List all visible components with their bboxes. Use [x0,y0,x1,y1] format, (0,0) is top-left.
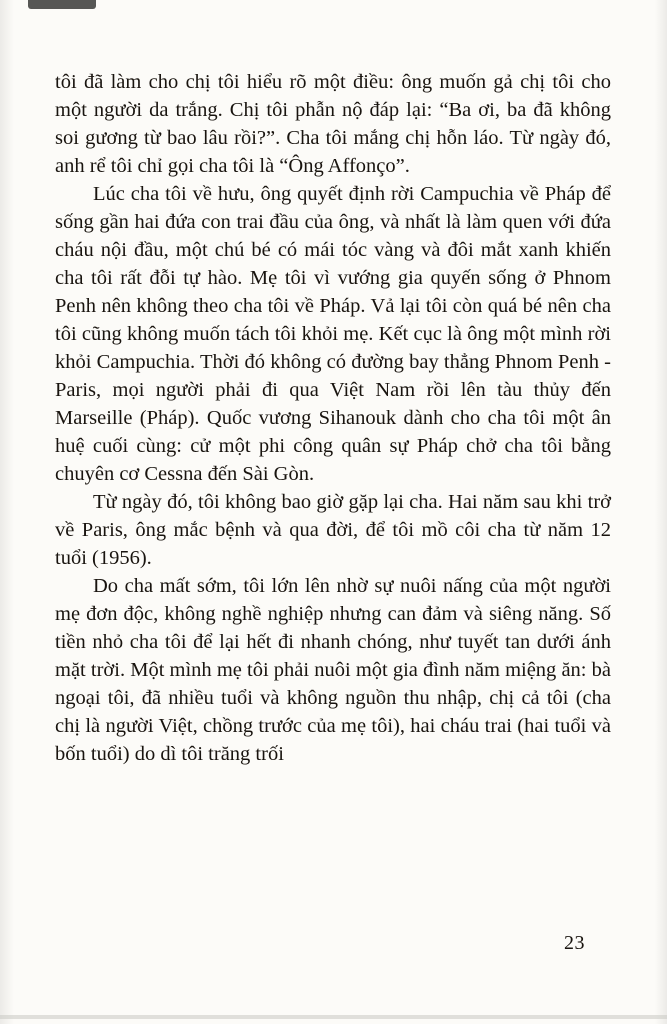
scan-smudge-artifact [28,0,96,9]
paragraph: tôi đã làm cho chị tôi hiểu rõ một điều: ông muốn gả chị tôi cho một người da trắng. Chị tôi phẫn nộ đáp lại: “Ba ơi, ba đã không soi gương từ bao lâu rồi?”. Cha tôi mắng chị hỗn láo. Từ ngày đó, anh rể tôi chỉ gọi cha tôi là “Ông Affonço”. [55,71,611,177]
page-number: 23 [564,932,585,954]
scan-edge-shading-left [0,0,14,1024]
paragraph: Lúc cha tôi về hưu, ông quyết định rời Campuchia về Pháp để sống gần hai đứa con trai đầu của ông, và nhất là làm quen với đứa cháu nội đầu, một chú bé có mái tóc vàng và đôi mắt xanh khiến cha tôi rất đỗi tự hào. Mẹ tôi vì vướng gia quyến sống ở Phnom Penh nên không theo cha tôi về Pháp. Vả lại tôi còn quá bé nên cha tôi cũng không muốn tách tôi khỏi mẹ. Kết cục là ông một mình rời khỏi Campuchia. Thời đó không có đường bay thẳng Phnom Penh - Paris, mọi người phải đi qua Việt Nam rồi lên tàu thủy đến Marseille (Pháp). Quốc vương Sihanouk dành cho cha tôi một ân huệ cuối cùng: cử một phi công quân sự Pháp chở cha tôi bằng chuyên cơ Cessna đến Sài Gòn. [55,183,611,485]
scan-edge-shading-right [655,0,667,1024]
page-text-block [55,68,611,768]
paragraph: Do cha mất sớm, tôi lớn lên nhờ sự nuôi nấng của một người mẹ đơn độc, không nghề nghiệp nhưng can đảm và siêng năng. Số tiền nhỏ cha tôi để lại hết đi nhanh chóng, như tuyết tan dưới ánh mặt trời. Một mình mẹ tôi phải nuôi một gia đình năm miệng ăn: bà ngoại tôi, đã nhiều tuổi và không nguồn thu nhập, chị cả tôi (cha chị là người Việt, chồng trước của mẹ tôi), hai cháu trai (hai tuổi và bốn tuổi) do dì tôi trăng trối [55,575,611,765]
scan-band-artifact [0,1015,667,1019]
paragraph: Từ ngày đó, tôi không bao giờ gặp lại cha. Hai năm sau khi trở về Paris, ông mắc bệnh và qua đời, để tôi mồ côi cha từ năm 12 tuổi (1956). [55,491,611,569]
